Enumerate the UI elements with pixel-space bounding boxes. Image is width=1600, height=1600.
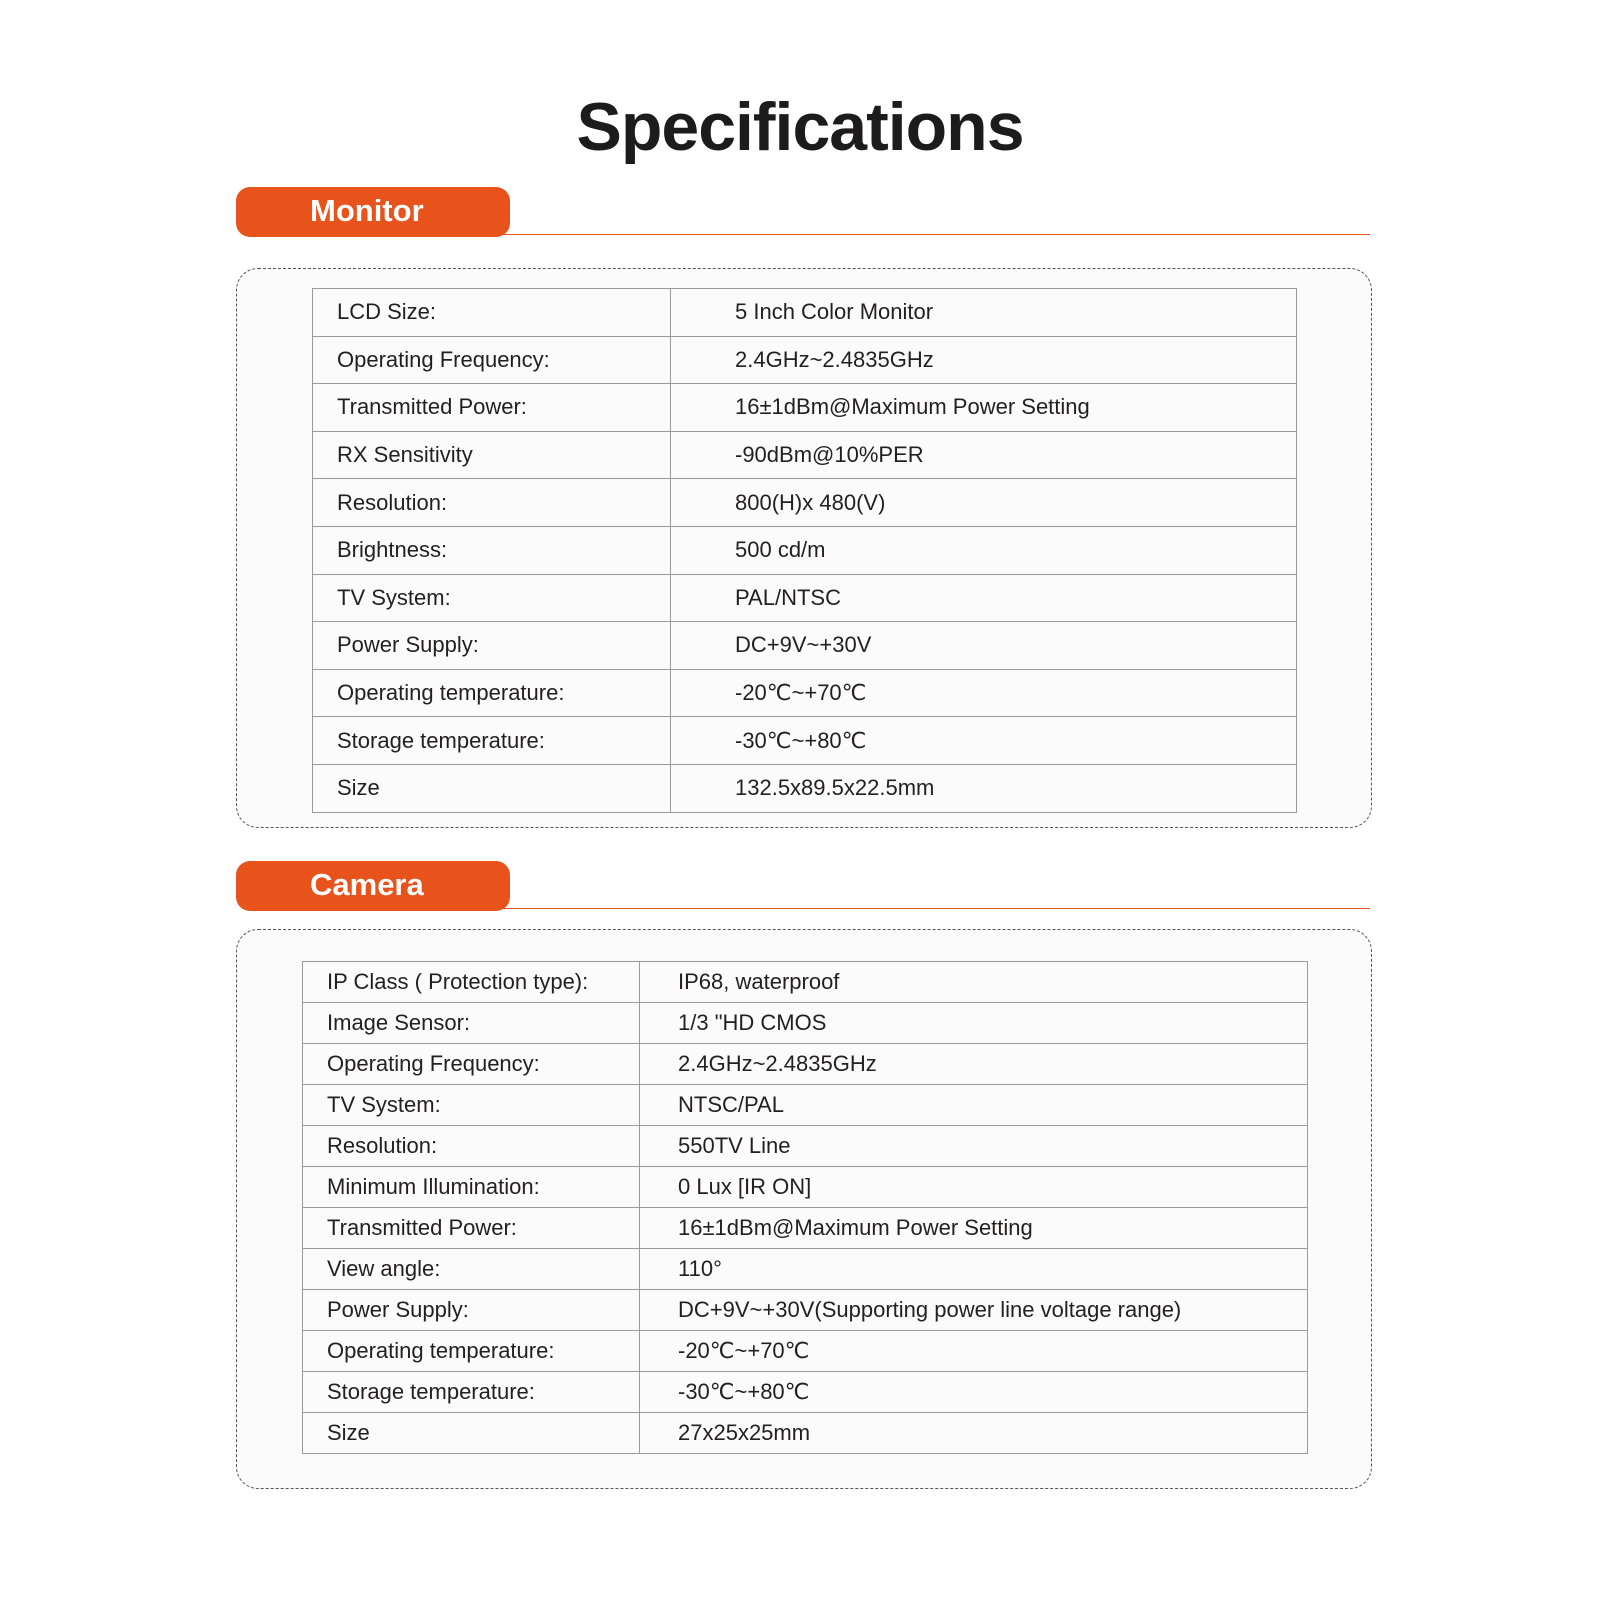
monitor-spec-row [313,336,1297,384]
camera-spec-row [303,1290,1308,1331]
camera-spec-row [303,1413,1308,1454]
camera-spec-label: Operating temperature: [303,1331,640,1372]
camera-spec-value: 16±1dBm@Maximum Power Setting [640,1208,1308,1249]
camera-spec-label: Image Sensor: [303,1003,640,1044]
monitor-spec-value: 2.4GHz~2.4835GHz [671,336,1297,384]
monitor-spec-row [313,717,1297,765]
camera-spec-label: Storage temperature: [303,1372,640,1413]
monitor-spec-row [313,384,1297,432]
monitor-spec-value: 5 Inch Color Monitor [671,289,1297,337]
camera-spec-row [303,1044,1308,1085]
monitor-spec-label: Operating temperature: [313,669,671,717]
camera-spec-table [302,961,1308,1454]
page-title: Specifications [576,89,1024,165]
monitor-spec-row [313,289,1297,337]
monitor-spec-label: Size [313,764,671,812]
camera-spec-label: Resolution: [303,1126,640,1167]
monitor-section-header [236,187,1370,237]
camera-spec-value: DC+9V~+30V(Supporting power line voltage range) [640,1290,1308,1331]
monitor-spec-label: Transmitted Power: [313,384,671,432]
camera-spec-row [303,1208,1308,1249]
camera-spec-value: 0 Lux [IR ON] [640,1167,1308,1208]
monitor-spec-row [313,764,1297,812]
monitor-spec-value: -20℃~+70℃ [671,669,1297,717]
camera-spec-value: -30℃~+80℃ [640,1372,1308,1413]
camera-spec-label: Operating Frequency: [303,1044,640,1085]
camera-spec-value: 27x25x25mm [640,1413,1308,1454]
monitor-spec-value: 500 cd/m [671,526,1297,574]
monitor-spec-label: RX Sensitivity [313,431,671,479]
camera-spec-label: TV System: [303,1085,640,1126]
camera-spec-label: Size [303,1413,640,1454]
monitor-section-title: Monitor [236,187,510,237]
monitor-spec-label: Power Supply: [313,622,671,670]
camera-spec-row [303,1372,1308,1413]
monitor-spec-row [313,526,1297,574]
camera-spec-label: Minimum Illumination: [303,1167,640,1208]
monitor-spec-value: 800(H)x 480(V) [671,479,1297,527]
camera-section-divider [500,908,1370,909]
monitor-spec-value: 16±1dBm@Maximum Power Setting [671,384,1297,432]
camera-spec-row [303,1167,1308,1208]
monitor-spec-label: Operating Frequency: [313,336,671,384]
camera-spec-row [303,1085,1308,1126]
camera-spec-label: View angle: [303,1249,640,1290]
camera-spec-label: IP Class ( Protection type): [303,962,640,1003]
camera-spec-value: 1/3 "HD CMOS [640,1003,1308,1044]
monitor-spec-label: Resolution: [313,479,671,527]
camera-spec-row [303,1331,1308,1372]
camera-spec-row [303,1126,1308,1167]
camera-section-title: Camera [236,861,510,911]
monitor-spec-value: PAL/NTSC [671,574,1297,622]
camera-spec-row [303,1249,1308,1290]
monitor-spec-row [313,574,1297,622]
monitor-spec-value: -30℃~+80℃ [671,717,1297,765]
camera-spec-value: 110° [640,1249,1308,1290]
camera-spec-row [303,1003,1308,1044]
camera-spec-label: Power Supply: [303,1290,640,1331]
monitor-spec-row [313,622,1297,670]
monitor-spec-label: Storage temperature: [313,717,671,765]
monitor-section-divider [500,234,1370,235]
monitor-spec-label: TV System: [313,574,671,622]
monitor-spec-value: DC+9V~+30V [671,622,1297,670]
monitor-spec-row [313,669,1297,717]
monitor-spec-label: Brightness: [313,526,671,574]
monitor-spec-row [313,479,1297,527]
camera-spec-value: NTSC/PAL [640,1085,1308,1126]
camera-spec-value: -20℃~+70℃ [640,1331,1308,1372]
monitor-spec-row [313,431,1297,479]
monitor-spec-label: LCD Size: [313,289,671,337]
monitor-spec-value: -90dBm@10%PER [671,431,1297,479]
camera-spec-value: 550TV Line [640,1126,1308,1167]
camera-spec-value: IP68, waterproof [640,962,1308,1003]
camera-spec-value: 2.4GHz~2.4835GHz [640,1044,1308,1085]
monitor-spec-panel [236,268,1372,828]
monitor-spec-value: 132.5x89.5x22.5mm [671,764,1297,812]
camera-spec-label: Transmitted Power: [303,1208,640,1249]
camera-spec-panel [236,929,1372,1489]
camera-spec-row [303,962,1308,1003]
camera-section-header [236,861,1370,911]
monitor-spec-table [312,288,1297,813]
